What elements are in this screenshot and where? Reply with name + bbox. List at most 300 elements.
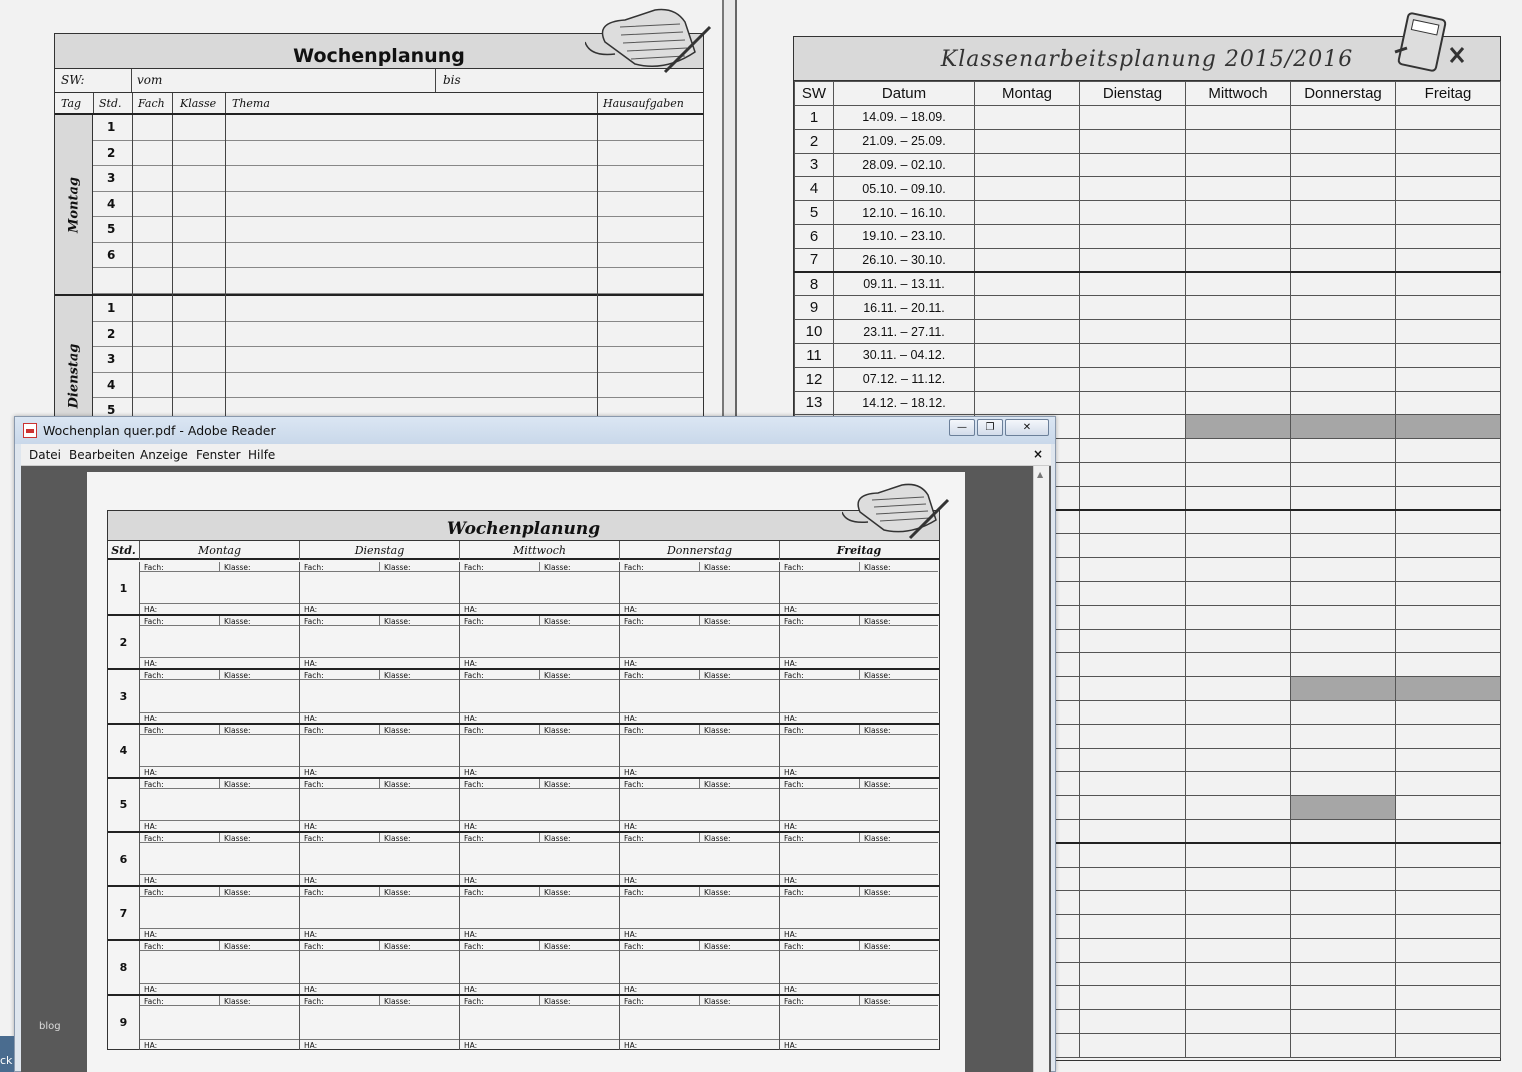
klasse-label: Klasse: — [384, 725, 411, 735]
header-std: Std. — [99, 97, 122, 110]
lesson-slot — [620, 616, 780, 668]
day-cell — [975, 343, 1080, 367]
ha-label: HA: — [784, 659, 798, 669]
ha-row — [780, 820, 938, 831]
day-cell — [975, 224, 1080, 248]
vom-label: vom — [137, 73, 163, 87]
day-cell — [1186, 510, 1291, 534]
table-row — [795, 201, 1501, 225]
fach-label: Fach: — [144, 888, 164, 898]
divider — [379, 670, 380, 680]
divider — [699, 616, 700, 626]
ha-row — [460, 766, 619, 777]
klasse-label: Klasse: — [384, 996, 411, 1006]
day-cell — [1396, 367, 1501, 391]
fach-label: Fach: — [304, 779, 324, 789]
fach-row — [780, 616, 938, 626]
day-cell — [1396, 653, 1501, 677]
day-cell — [975, 367, 1080, 391]
sw-cell: 1 — [795, 106, 834, 130]
day-cell — [1080, 391, 1186, 415]
period-number: 6 — [108, 833, 140, 885]
day-cell — [1396, 891, 1501, 915]
fach-label: Fach: — [784, 996, 804, 1006]
fach-row — [460, 779, 619, 789]
scroll-up-icon[interactable]: ▲ — [1037, 470, 1044, 479]
lesson-slot — [780, 887, 938, 939]
divider — [379, 725, 380, 735]
day-cell — [1291, 677, 1396, 701]
table-row — [795, 343, 1501, 367]
table-row — [795, 129, 1501, 153]
klasse-label: Klasse: — [544, 888, 571, 898]
sw-cell: 9 — [795, 296, 834, 320]
ha-label: HA: — [784, 821, 798, 831]
ha-row — [620, 1039, 779, 1050]
day-cell — [1291, 129, 1396, 153]
vertical-scrollbar[interactable] — [1033, 466, 1049, 1072]
divider — [699, 779, 700, 789]
fach-label: Fach: — [784, 942, 804, 952]
day-cell — [1080, 581, 1186, 605]
day-cell — [1291, 819, 1396, 843]
day-cell — [1291, 439, 1396, 463]
lesson-slot — [460, 725, 620, 777]
weekly-plan-title: Wochenplanung — [55, 34, 703, 69]
ha-row — [460, 712, 619, 723]
pdf-page — [87, 472, 965, 1072]
ha-row — [300, 712, 459, 723]
lesson-slot — [620, 887, 780, 939]
day-cell — [1080, 867, 1186, 891]
day-cell — [1080, 153, 1186, 177]
taskbar-fragment[interactable] — [0, 1036, 14, 1072]
day-cell — [975, 106, 1080, 130]
sw-cell: 12 — [795, 367, 834, 391]
ha-row — [460, 874, 619, 885]
ha-label: HA: — [304, 713, 318, 723]
day-cell — [1186, 415, 1291, 439]
ha-row — [780, 983, 938, 994]
day-cell — [1080, 272, 1186, 296]
day-cell — [1396, 772, 1501, 796]
day-cell — [1186, 700, 1291, 724]
fach-row — [620, 996, 779, 1006]
day-cell — [1291, 558, 1396, 582]
ha-row — [620, 657, 779, 668]
period-number: 7 — [108, 887, 140, 939]
fach-row — [300, 941, 459, 951]
lesson-slot — [460, 887, 620, 939]
lesson-slot — [620, 725, 780, 777]
fach-row — [300, 887, 459, 897]
day-cell — [1396, 534, 1501, 558]
window-titlebar[interactable] — [15, 417, 1055, 444]
menu-fenster[interactable]: Fenster — [196, 448, 241, 462]
fach-label: Fach: — [784, 834, 804, 843]
day-cell — [1396, 962, 1501, 986]
period-row — [108, 562, 939, 616]
day-cell — [1396, 177, 1501, 201]
day-cell — [1080, 772, 1186, 796]
day-cell — [1291, 367, 1396, 391]
table-row — [795, 106, 1501, 130]
fach-label: Fach: — [624, 563, 644, 572]
ha-label: HA: — [784, 876, 798, 886]
day-cell — [1291, 772, 1396, 796]
day-header: Mittwoch — [460, 541, 620, 560]
table-row — [795, 367, 1501, 391]
day-cell — [1080, 843, 1186, 867]
fach-label: Fach: — [784, 563, 804, 572]
divider — [172, 115, 173, 416]
day-cell — [975, 320, 1080, 344]
weekly-plan-sheet — [54, 33, 704, 416]
klasse-label: Klasse: — [704, 996, 731, 1006]
fach-label: Fach: — [144, 671, 164, 681]
fach-label: Fach: — [784, 888, 804, 898]
lesson-slot — [620, 670, 780, 722]
day-cell — [1396, 439, 1501, 463]
day-cell — [1186, 129, 1291, 153]
day-cell — [1291, 415, 1396, 439]
fach-label: Fach: — [624, 834, 644, 843]
divider — [539, 996, 540, 1006]
klasse-label: Klasse: — [224, 779, 251, 789]
day-cell — [1291, 724, 1396, 748]
period-number: 5 — [108, 779, 140, 831]
day-cell — [1396, 248, 1501, 272]
table-row — [795, 248, 1501, 272]
klasse-label: Klasse: — [864, 888, 891, 898]
date-cell: 19.10. – 23.10. — [834, 224, 975, 248]
divider — [131, 69, 132, 92]
day-cell — [1396, 343, 1501, 367]
day-cell — [1080, 439, 1186, 463]
lesson-slot — [140, 887, 300, 939]
header-fach: Fach — [138, 97, 165, 110]
ha-label: HA: — [304, 767, 318, 777]
day-cell — [975, 296, 1080, 320]
lesson-slot — [300, 941, 460, 993]
ha-row — [620, 603, 779, 614]
lesson-slot — [140, 833, 300, 885]
klasse-label: Klasse: — [544, 996, 571, 1006]
ha-label: HA: — [784, 1040, 798, 1050]
day-cell — [1291, 1010, 1396, 1034]
hour-number: 4 — [107, 196, 116, 211]
col-header: Donnerstag — [1291, 82, 1396, 106]
klasse-label: Klasse: — [384, 617, 411, 627]
table-row — [795, 224, 1501, 248]
ha-label: HA: — [784, 605, 798, 615]
ha-row — [780, 874, 938, 885]
fach-label: Fach: — [464, 834, 484, 843]
klasse-label: Klasse: — [704, 563, 731, 572]
divider — [699, 670, 700, 680]
fach-row — [780, 941, 938, 951]
divider — [859, 941, 860, 951]
divider — [699, 562, 700, 572]
std-header: Std. — [108, 541, 140, 560]
lesson-slot — [140, 996, 300, 1050]
weekly-plan-body — [55, 115, 703, 416]
day-cell — [1396, 843, 1501, 867]
bis-label: bis — [443, 73, 461, 87]
day-cell — [1291, 700, 1396, 724]
fach-label: Fach: — [144, 996, 164, 1006]
day-header: Donnerstag — [620, 541, 780, 560]
fach-row — [780, 562, 938, 572]
fach-label: Fach: — [624, 671, 644, 681]
hour-number: 1 — [107, 120, 116, 134]
side-text: blog — [39, 1021, 61, 1032]
day-cell — [1291, 510, 1396, 534]
ha-row — [780, 657, 938, 668]
ha-row — [620, 712, 779, 723]
day-cell — [1396, 272, 1501, 296]
menu-hilfe[interactable]: Hilfe — [248, 448, 276, 462]
ha-row — [140, 603, 299, 614]
day-cell — [1396, 700, 1501, 724]
lesson-slot — [300, 887, 460, 939]
fach-label: Fach: — [304, 671, 324, 681]
fach-label: Fach: — [624, 725, 644, 735]
menu-datei[interactable]: Datei — [29, 448, 62, 462]
day-column-dienstag — [55, 296, 93, 416]
day-cell — [1186, 296, 1291, 320]
ha-row — [620, 820, 779, 831]
fach-label: Fach: — [784, 725, 804, 735]
minimize-button[interactable]: — — [949, 419, 975, 436]
ha-row — [780, 766, 938, 777]
day-cell — [1291, 486, 1396, 510]
day-cell — [1291, 867, 1396, 891]
klasse-label: Klasse: — [224, 996, 251, 1006]
sw-cell: 2 — [795, 129, 834, 153]
date-cell: 28.09. – 02.10. — [834, 153, 975, 177]
lesson-slot — [300, 725, 460, 777]
period-row — [108, 941, 939, 995]
ha-row — [300, 983, 459, 994]
lesson-slot — [140, 562, 300, 614]
day-cell — [1186, 534, 1291, 558]
close-document-button[interactable]: × — [1032, 447, 1043, 461]
day-cell — [1396, 748, 1501, 772]
maximize-button[interactable]: ❐ — [977, 419, 1003, 436]
klasse-label: Klasse: — [544, 779, 571, 789]
klasse-label: Klasse: — [224, 888, 251, 898]
day-cell — [1396, 1010, 1501, 1034]
fach-label: Fach: — [304, 834, 324, 843]
divider — [219, 779, 220, 789]
klasse-label: Klasse: — [864, 942, 891, 952]
ha-label: HA: — [304, 605, 318, 615]
fach-row — [780, 670, 938, 680]
day-cell — [1186, 248, 1291, 272]
day-cell — [1396, 605, 1501, 629]
klasse-label: Klasse: — [704, 942, 731, 952]
ha-row — [780, 1039, 938, 1050]
hour-number: 2 — [107, 145, 116, 160]
day-cell — [1396, 106, 1501, 130]
klasse-label: Klasse: — [224, 942, 251, 952]
ha-label: HA: — [144, 1040, 158, 1050]
period-row — [108, 670, 939, 724]
menu-bearbeiten[interactable]: Bearbeiten — [69, 448, 135, 462]
day-cell — [1396, 129, 1501, 153]
lesson-slot — [460, 562, 620, 614]
divider — [219, 887, 220, 897]
ha-label: HA: — [464, 984, 478, 994]
fach-row — [140, 725, 299, 735]
period-number: 9 — [108, 996, 140, 1050]
divider — [699, 833, 700, 843]
fach-row — [460, 996, 619, 1006]
ha-row — [460, 657, 619, 668]
calculator-icon — [1389, 8, 1469, 78]
klasse-label: Klasse: — [544, 942, 571, 952]
day-cell — [1080, 510, 1186, 534]
fach-row — [140, 833, 299, 843]
ha-label: HA: — [304, 1040, 318, 1050]
klasse-label: Klasse: — [224, 725, 251, 735]
klasse-label: Klasse: — [384, 671, 411, 681]
day-cell — [1186, 986, 1291, 1010]
ha-label: HA: — [304, 659, 318, 669]
day-cell — [1291, 343, 1396, 367]
hour-row — [93, 192, 703, 218]
ha-row — [140, 983, 299, 994]
col-header: Freitag — [1396, 82, 1501, 106]
fach-row — [620, 779, 779, 789]
header-klasse: Klasse — [180, 97, 217, 110]
day-cell — [1080, 796, 1186, 820]
day-label: Dienstag — [66, 343, 81, 409]
fach-label: Fach: — [464, 563, 484, 572]
fach-row — [300, 616, 459, 626]
divider — [379, 887, 380, 897]
lesson-slot — [300, 616, 460, 668]
divider — [435, 69, 436, 92]
lesson-slot — [780, 616, 938, 668]
fach-label: Fach: — [624, 617, 644, 627]
ha-label: HA: — [784, 767, 798, 777]
lesson-slot — [140, 779, 300, 831]
ha-row — [140, 874, 299, 885]
divider — [859, 833, 860, 843]
day-cell — [1080, 367, 1186, 391]
col-header: Montag — [975, 82, 1080, 106]
day-cell — [975, 177, 1080, 201]
day-cell — [1291, 629, 1396, 653]
col-header: Dienstag — [1080, 82, 1186, 106]
menu-bar — [21, 444, 1051, 466]
divider — [859, 996, 860, 1006]
hour-row — [93, 347, 703, 373]
lesson-slot — [460, 941, 620, 993]
divider — [379, 616, 380, 626]
day-cell — [1080, 915, 1186, 939]
divider — [225, 93, 226, 113]
day-cell — [1186, 486, 1291, 510]
fach-row — [780, 833, 938, 843]
day-cell — [1396, 296, 1501, 320]
fach-label: Fach: — [304, 942, 324, 952]
hour-number: 4 — [107, 377, 116, 392]
divider — [225, 115, 226, 416]
fach-label: Fach: — [144, 942, 164, 952]
ha-label: HA: — [464, 1040, 478, 1050]
day-cell — [1396, 510, 1501, 534]
day-cell — [1080, 700, 1186, 724]
fach-row — [140, 996, 299, 1006]
col-header: Mittwoch — [1186, 82, 1291, 106]
day-cell — [1291, 534, 1396, 558]
left-document — [0, 0, 722, 416]
date-cell: 05.10. – 09.10. — [834, 177, 975, 201]
ha-row — [780, 928, 938, 939]
fach-label: Fach: — [464, 996, 484, 1006]
ha-label: HA: — [304, 930, 318, 940]
day-cell — [1186, 153, 1291, 177]
ha-label: HA: — [624, 821, 638, 831]
day-cell — [1186, 653, 1291, 677]
lesson-slot — [300, 562, 460, 614]
divider — [219, 833, 220, 843]
ha-label: HA: — [624, 605, 638, 615]
lesson-slot — [460, 616, 620, 668]
day-cell — [1396, 819, 1501, 843]
klasse-label: Klasse: — [224, 834, 251, 843]
fach-label: Fach: — [784, 779, 804, 789]
lesson-slot — [300, 833, 460, 885]
fach-label: Fach: — [624, 779, 644, 789]
ha-label: HA: — [144, 767, 158, 777]
day-cell — [1186, 462, 1291, 486]
day-cell — [1291, 915, 1396, 939]
lesson-slot — [780, 996, 938, 1050]
fach-label: Fach: — [144, 563, 164, 572]
close-window-button[interactable]: ✕ — [1005, 419, 1049, 436]
document-viewer[interactable] — [21, 466, 1051, 1072]
ha-row — [460, 983, 619, 994]
fach-label: Fach: — [304, 617, 324, 627]
day-cell — [1291, 962, 1396, 986]
day-cell — [1291, 748, 1396, 772]
divider — [699, 725, 700, 735]
fach-row — [460, 562, 619, 572]
lesson-slot — [460, 833, 620, 885]
klasse-label: Klasse: — [704, 617, 731, 627]
fach-row — [140, 562, 299, 572]
klasse-label: Klasse: — [384, 834, 411, 843]
weekly-plan-landscape — [107, 510, 940, 1050]
ha-row — [140, 766, 299, 777]
adobe-reader-window — [14, 416, 1056, 1072]
ha-label: HA: — [624, 876, 638, 886]
period-number: 1 — [108, 562, 140, 614]
klasse-label: Klasse: — [384, 888, 411, 898]
menu-anzeige[interactable]: Anzeige — [140, 448, 188, 462]
day-column-montag — [55, 115, 93, 294]
lesson-slot — [780, 562, 938, 614]
divider — [539, 779, 540, 789]
ha-row — [300, 603, 459, 614]
day-cell — [1186, 843, 1291, 867]
period-row — [108, 779, 939, 833]
ha-row — [140, 657, 299, 668]
